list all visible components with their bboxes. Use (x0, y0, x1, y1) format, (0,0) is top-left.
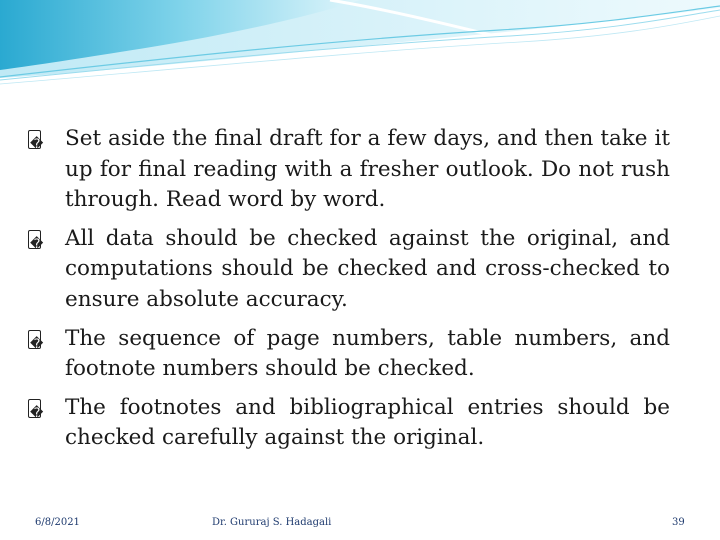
bullet-marker-icon: � (28, 324, 65, 355)
bullet-text: Set aside the final draft for a few days, and then take it up for final reading with a fresher outlook. Do not rush through. Read word by word. (65, 126, 670, 213)
bullet-text: The footnotes and bibliographical entries should be checked carefully against the original. (65, 394, 670, 451)
bullet-marker-icon: � (28, 393, 65, 424)
bullet-marker-icon: � (28, 224, 65, 255)
bullet-text: The sequence of page numbers, table numbers, and footnote numbers should be checked. (65, 325, 670, 382)
bullet-item (28, 124, 670, 216)
bullet-marker-icon: � (28, 124, 65, 155)
slide-body (28, 124, 670, 462)
bullet-item (28, 224, 670, 316)
bullet-text: All data should be checked against the original, and computations should be checked and cross-checked to ensure absolute accuracy. (65, 225, 670, 312)
footer-page-number: 39 (672, 517, 685, 528)
footer-author: Dr. Gururaj S. Hadagali (212, 517, 332, 528)
header-wave-decoration (0, 0, 720, 90)
footer-date: 6/8/2021 (35, 517, 80, 528)
bullet-item (28, 393, 670, 454)
bullet-item (28, 324, 670, 385)
